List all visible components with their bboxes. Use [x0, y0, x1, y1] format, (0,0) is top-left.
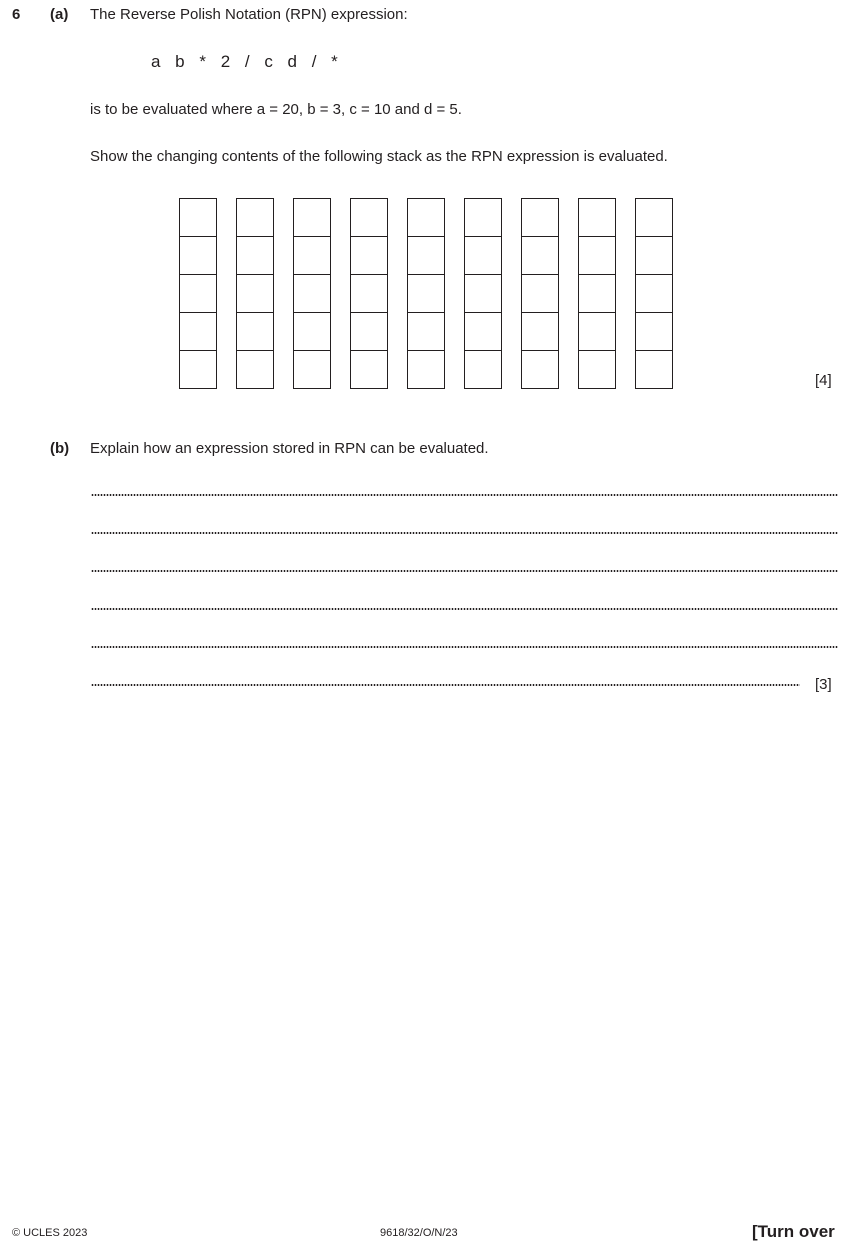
stack-cell[interactable] — [236, 236, 274, 275]
part-a-instruction: Show the changing contents of the following stack as the RPN expression is evaluated. — [90, 148, 668, 165]
part-a-intro: The Reverse Polish Notation (RPN) expression: — [90, 6, 408, 23]
part-b-prompt: Explain how an expression stored in RPN can be evaluated. — [90, 440, 489, 457]
stack-cell[interactable] — [407, 274, 445, 313]
part-b-label: (b) — [50, 440, 70, 457]
stack-column — [350, 198, 388, 390]
question-number: 6 — [12, 6, 21, 23]
stack-column — [293, 198, 331, 390]
stack-cell[interactable] — [578, 198, 616, 237]
stack-cell[interactable] — [350, 274, 388, 313]
stack-cell[interactable] — [578, 236, 616, 275]
stack-cell[interactable] — [236, 274, 274, 313]
stack-cell[interactable] — [179, 236, 217, 275]
stack-column — [179, 198, 217, 390]
stack-cell[interactable] — [464, 274, 502, 313]
stack-column — [464, 198, 502, 390]
answer-line[interactable] — [91, 646, 838, 648]
stack-cell[interactable] — [464, 236, 502, 275]
answer-line[interactable] — [91, 532, 838, 534]
stack-cell[interactable] — [350, 312, 388, 351]
stack-cell[interactable] — [236, 312, 274, 351]
stack-cell[interactable] — [578, 350, 616, 389]
stack-cell[interactable] — [236, 350, 274, 389]
footer-turn-over: [Turn over — [752, 1222, 835, 1241]
stack-cell[interactable] — [521, 274, 559, 313]
stack-cell[interactable] — [635, 350, 673, 389]
stack-cell[interactable] — [179, 350, 217, 389]
stack-column — [236, 198, 274, 390]
stack-cell[interactable] — [521, 350, 559, 389]
stack-cell[interactable] — [635, 198, 673, 237]
stack-cell[interactable] — [350, 236, 388, 275]
stack-cell[interactable] — [293, 236, 331, 275]
stack-cell[interactable] — [179, 198, 217, 237]
stack-cell[interactable] — [521, 312, 559, 351]
rpn-expression: a b * 2 / c d / * — [151, 52, 343, 71]
stack-cell[interactable] — [179, 274, 217, 313]
part-b-marks: [3] — [815, 676, 832, 693]
footer-code: 9618/32/O/N/23 — [380, 1227, 458, 1239]
stack-cell[interactable] — [464, 312, 502, 351]
stack-cell[interactable] — [464, 198, 502, 237]
stack-cell[interactable] — [635, 312, 673, 351]
stack-column — [578, 198, 616, 390]
stack-cell[interactable] — [407, 350, 445, 389]
stack-column — [521, 198, 559, 390]
stack-column — [635, 198, 673, 390]
stack-cell[interactable] — [521, 198, 559, 237]
part-a-label: (a) — [50, 6, 69, 23]
stack-cell[interactable] — [521, 236, 559, 275]
stack-cell[interactable] — [293, 350, 331, 389]
stack-cell[interactable] — [464, 350, 502, 389]
stack-cell[interactable] — [293, 274, 331, 313]
stack-cell[interactable] — [179, 312, 217, 351]
part-a-values: is to be evaluated where a = 20, b = 3, c = 10 and d = 5. — [90, 101, 462, 118]
stack-cell[interactable] — [407, 236, 445, 275]
stack-cell[interactable] — [407, 312, 445, 351]
stack-column — [407, 198, 445, 390]
footer-copyright: © UCLES 2023 — [12, 1227, 88, 1239]
stack-cell[interactable] — [293, 312, 331, 351]
part-a-marks: [4] — [815, 372, 832, 389]
stack-cell[interactable] — [236, 198, 274, 237]
stack-cell[interactable] — [407, 198, 445, 237]
stack-cell[interactable] — [293, 198, 331, 237]
stack-cell[interactable] — [578, 312, 616, 351]
stack-cell[interactable] — [635, 236, 673, 275]
answer-line[interactable] — [91, 494, 838, 496]
answer-line[interactable] — [91, 684, 800, 686]
stack-cell[interactable] — [578, 274, 616, 313]
answer-line[interactable] — [91, 608, 838, 610]
stack-cell[interactable] — [350, 350, 388, 389]
answer-line[interactable] — [91, 570, 838, 572]
stack-cell[interactable] — [635, 274, 673, 313]
stack-cell[interactable] — [350, 198, 388, 237]
